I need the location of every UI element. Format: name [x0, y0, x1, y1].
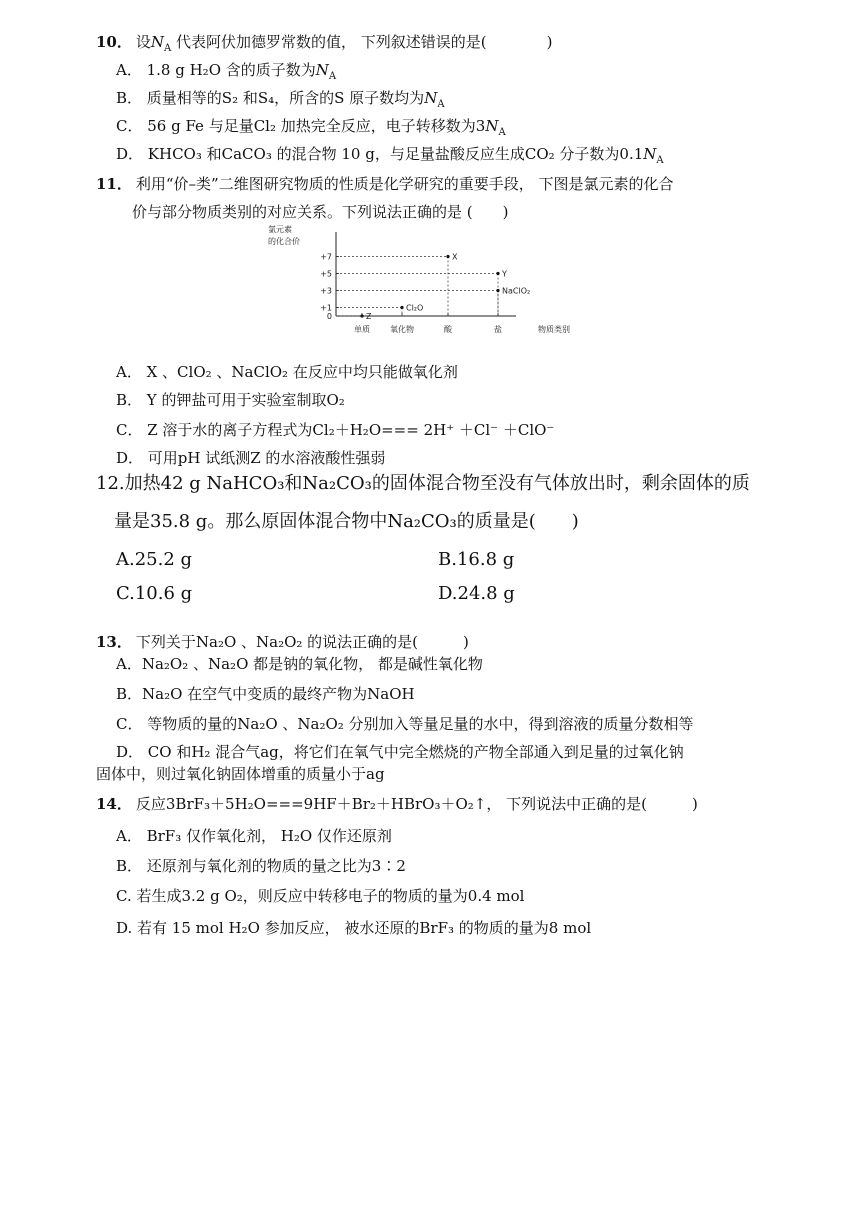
valence-category-chart	[266, 224, 586, 348]
option-b: B． 还原剂与氧化剂的物质的量之比为3∶2	[116, 857, 406, 875]
option-b: B．Na₂O 在空气中变质的最终产物为NaOH	[116, 685, 415, 703]
option-c: C． 等物质的量的Na₂O 、Na₂O₂ 分别加入等量足量的水中，得到溶液的质量分数相等	[116, 715, 694, 733]
option-d: D． CO 和H₂ 混合气ag，将它们在氧气中完全燃烧的产物全部通入到足量的过氧化钠	[116, 743, 684, 761]
x-tick-label: 盐	[494, 325, 502, 334]
option-a: A． 1.8 g H₂O 含的质子数为$N_A$	[116, 61, 337, 82]
option-a: A．Na₂O₂ 、Na₂O 都是钠的氧化物， 都是碱性氧化物	[116, 655, 483, 673]
option-c: C.10.6 g	[116, 583, 193, 604]
x-tick-label: 单质	[354, 325, 370, 334]
question-stem: 下列关于Na₂O 、Na₂O₂ 的说法正确的是( )	[135, 633, 469, 651]
question-stem-cont: 量是35.8 g。那么原固体混合物中Na₂CO₃的质量是( )	[114, 511, 579, 532]
y-tick-label: +1	[320, 303, 332, 313]
question-stem-cont: 价与部分物质类别的对应关系。下列说法正确的是 ( )	[132, 203, 509, 221]
option-a: A． BrF₃ 仅作氧化剂， H₂O 仅作还原剂	[116, 827, 392, 845]
option-c: C． 56 g Fe 与足量Cl₂ 加热完全反应，电子转移数为$3N_A$	[116, 117, 506, 138]
option-d: D． KHCO₃ 和CaCO₃ 的混合物 10 g，与足量盐酸反应生成CO₂ 分子数为$0.1N_A$	[116, 145, 664, 166]
option-b: B． 质量相等的S₂ 和S₄，所含的S 原子数均为$N_A$	[116, 89, 445, 110]
point-label: Z	[366, 312, 372, 321]
question-number: 10．	[96, 33, 132, 51]
y-tick-label: +5	[320, 269, 332, 279]
data-point	[496, 272, 499, 275]
data-point	[496, 289, 499, 292]
y-tick-label: +7	[320, 252, 332, 262]
question-stem: 12.加热42 g NaHCO₃和Na₂CO₃的固体混合物至没有气体放出时，剩余固体的质	[96, 473, 750, 494]
data-point	[446, 255, 449, 258]
x-axis-label: 物质类别	[538, 325, 570, 334]
question-number: 14．	[96, 795, 132, 813]
x-tick-label: 氧化物	[390, 325, 414, 334]
option-c: C. 若生成3.2 g O₂，则反应中转移电子的物质的量为0.4 mol	[116, 887, 525, 905]
question-number: 13．	[96, 633, 132, 651]
option-d: D.24.8 g	[438, 583, 515, 604]
option-a: A.25.2 g	[116, 549, 193, 570]
point-label: Y	[502, 269, 507, 279]
point-label: X	[452, 252, 458, 262]
option-d-cont: 固体中，则过氧化钠固体增重的质量小于ag	[96, 765, 385, 783]
option-b: B.16.8 g	[438, 549, 515, 570]
question-stem: 反应3BrF₃＋5H₂O===9HF＋Br₂＋HBrO₃＋O₂↑， 下列说法中正确的是( )	[135, 795, 698, 813]
option-b: B． Y 的钾盐可用于实验室制取O₂	[116, 391, 345, 409]
option-d: D． 可用pH 试纸测Z 的水溶液酸性强弱	[116, 449, 386, 467]
data-point	[400, 306, 403, 309]
option-c: C． Z 溶于水的离子方程式为Cl₂＋H₂O=== 2H⁺ ＋Cl⁻ ＋ClO⁻	[116, 421, 555, 439]
question-number: 11．	[96, 175, 132, 193]
question-stem: 利用“价–类”二维图研究物质的性质是化学研究的重要手段， 下图是氯元素的化合	[135, 175, 674, 193]
x-tick-label: 酸	[444, 325, 452, 334]
data-point	[360, 314, 363, 317]
y-axis-label: 的化合价	[268, 237, 300, 246]
y-tick-label: 0	[326, 312, 332, 321]
point-label: Cl₂O	[406, 303, 424, 313]
question-stem: 设$N_A$ 代表阿伏加德罗常数的值， 下列叙述错误的是( )	[135, 33, 553, 54]
y-axis-label: 氯元素	[268, 225, 292, 234]
point-label: NaClO₂	[502, 286, 531, 296]
y-tick-label: +3	[320, 286, 332, 296]
option-a: A． X 、ClO₂ 、NaClO₂ 在反应中均只能做氧化剂	[116, 363, 458, 381]
option-d: D. 若有 15 mol H₂O 参加反应， 被水还原的BrF₃ 的物质的量为8 mol	[116, 919, 592, 937]
